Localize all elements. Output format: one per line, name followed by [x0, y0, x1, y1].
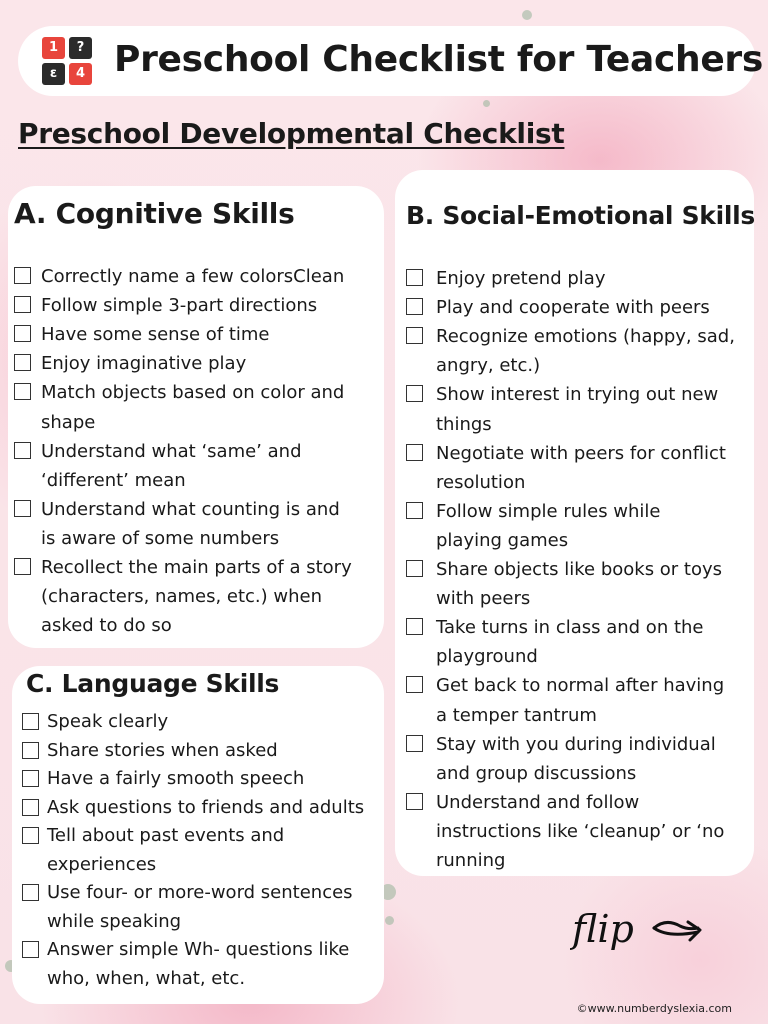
checklist-item-text: Take turns in class and on the	[436, 617, 704, 639]
checklist-item-text: and group discussions	[436, 762, 637, 784]
checklist-item-text: with peers	[436, 588, 531, 610]
checklist-item-text: Show interest in trying out new	[436, 384, 719, 406]
decorative-dot	[483, 100, 490, 107]
section-title: C. Language Skills	[26, 669, 280, 698]
checklist-item-text: Speak clearly	[47, 711, 169, 732]
checklist-item-text: experiences	[47, 853, 157, 875]
section-title: A. Cognitive Skills	[14, 197, 295, 230]
checklist-item-text: (characters, names, etc.) when	[41, 586, 323, 608]
checkbox[interactable]	[14, 442, 31, 459]
header-bar	[18, 26, 764, 96]
footer-copyright: ©www.numberdyslexia.com	[576, 1002, 732, 1015]
checklist-item-text: Understand what ‘same’ and	[41, 440, 302, 462]
checklist-item-text: Match objects based on color and	[41, 382, 345, 404]
logo	[42, 37, 92, 85]
checkbox[interactable]	[22, 941, 39, 958]
checkbox[interactable]	[406, 735, 423, 752]
checkbox[interactable]	[406, 560, 423, 577]
checklist-item-text: Share objects like books or toys	[436, 559, 723, 580]
checklist-item-text: things	[436, 413, 492, 435]
flip-arrow-icon	[570, 900, 710, 960]
checklist-item-text: Have a fairly smooth speech	[47, 768, 305, 789]
flip-indicator	[570, 900, 710, 960]
checkbox[interactable]	[14, 296, 31, 313]
checklist-item-text: Answer simple Wh- questions like	[47, 939, 350, 960]
checkbox[interactable]	[14, 558, 31, 575]
checklist-item-text: Understand and follow	[436, 791, 640, 813]
checklist-item-text: playing games	[436, 529, 569, 551]
checkbox[interactable]	[22, 770, 39, 787]
page-subtitle: Preschool Developmental Checklist	[18, 117, 565, 150]
checklist-item-text: Tell about past events and	[47, 825, 285, 846]
checklist-item-text: running	[436, 850, 506, 871]
checkbox[interactable]	[22, 827, 39, 844]
checklist-item-text: who, when, what, etc.	[47, 967, 246, 989]
checklist-item-text: Get back to normal after having	[436, 675, 725, 697]
checklist-item-text: Recollect the main parts of a story	[41, 557, 352, 578]
checklist-item-text: playground	[436, 646, 538, 668]
checklist-item-text: shape	[41, 411, 96, 433]
checkbox[interactable]	[22, 713, 39, 730]
checklist-item-text: Enjoy imaginative play	[41, 353, 247, 375]
checkbox[interactable]	[406, 676, 423, 693]
checkbox[interactable]	[406, 618, 423, 635]
checklist-item-text: is aware of some numbers	[41, 527, 280, 549]
checkbox[interactable]	[406, 327, 423, 344]
flip-label: flip	[572, 907, 634, 951]
checkbox[interactable]	[406, 385, 423, 402]
checkbox[interactable]	[406, 502, 423, 519]
checklist-item-text: Stay with you during individual	[436, 733, 716, 755]
decorative-dot	[385, 916, 394, 925]
checkbox[interactable]	[406, 444, 423, 461]
language-skills-card	[12, 666, 384, 1004]
checkbox[interactable]	[22, 742, 39, 759]
checklist-item-text: Recognize emotions (happy, sad,	[436, 326, 735, 348]
checkbox[interactable]	[14, 383, 31, 400]
checklist-item-text: angry, etc.)	[436, 355, 541, 377]
checklist-item-text: Correctly name a few colorsClean	[41, 266, 345, 287]
checkbox[interactable]	[14, 500, 31, 517]
checkbox[interactable]	[406, 269, 423, 286]
checklist-item-text: Enjoy pretend play	[436, 268, 606, 289]
checklist-item-text: asked to do so	[41, 615, 172, 637]
logo-tile: 1	[42, 37, 65, 59]
social-emotional-skills-card	[395, 170, 754, 876]
checklist-item-text: Use four- or more-word sentences	[47, 882, 353, 903]
checklist-item-text: Understand what counting is and	[41, 498, 340, 520]
checklist-item-text: ‘different’ mean	[41, 469, 186, 491]
checkbox[interactable]	[14, 267, 31, 284]
checklist-item-text: Follow simple rules while	[436, 500, 661, 522]
checkbox[interactable]	[14, 354, 31, 371]
section-title: B. Social-Emotional Skills	[406, 201, 755, 230]
logo-tile: ?	[69, 37, 92, 59]
checklist-item-text: instructions like ‘cleanup’ or ‘no	[436, 820, 725, 842]
logo-tile: 4	[69, 63, 92, 85]
checklist-item-text: Have some sense of time	[41, 324, 270, 346]
logo-tile: ε	[42, 63, 65, 85]
page-title: Preschool Checklist for Teachers	[114, 39, 764, 80]
checkbox[interactable]	[406, 298, 423, 315]
checklist-item-text: resolution	[436, 471, 526, 493]
checklist-item-text: Negotiate with peers for conflict	[436, 442, 726, 464]
checklist-item-text: Follow simple 3-part directions	[41, 295, 318, 317]
checklist-item-text: Play and cooperate with peers	[436, 297, 710, 319]
checkbox[interactable]	[22, 884, 39, 901]
cognitive-skills-card	[8, 186, 384, 648]
checkbox[interactable]	[406, 793, 423, 810]
decorative-dot	[522, 10, 532, 20]
checklist-item-text: Share stories when asked	[47, 739, 278, 761]
checklist-item-text: while speaking	[47, 910, 182, 932]
checkbox[interactable]	[14, 325, 31, 342]
checklist-item-text: Ask questions to friends and adults	[47, 796, 365, 818]
checkbox[interactable]	[22, 799, 39, 816]
checklist-item-text: a temper tantrum	[436, 704, 597, 726]
